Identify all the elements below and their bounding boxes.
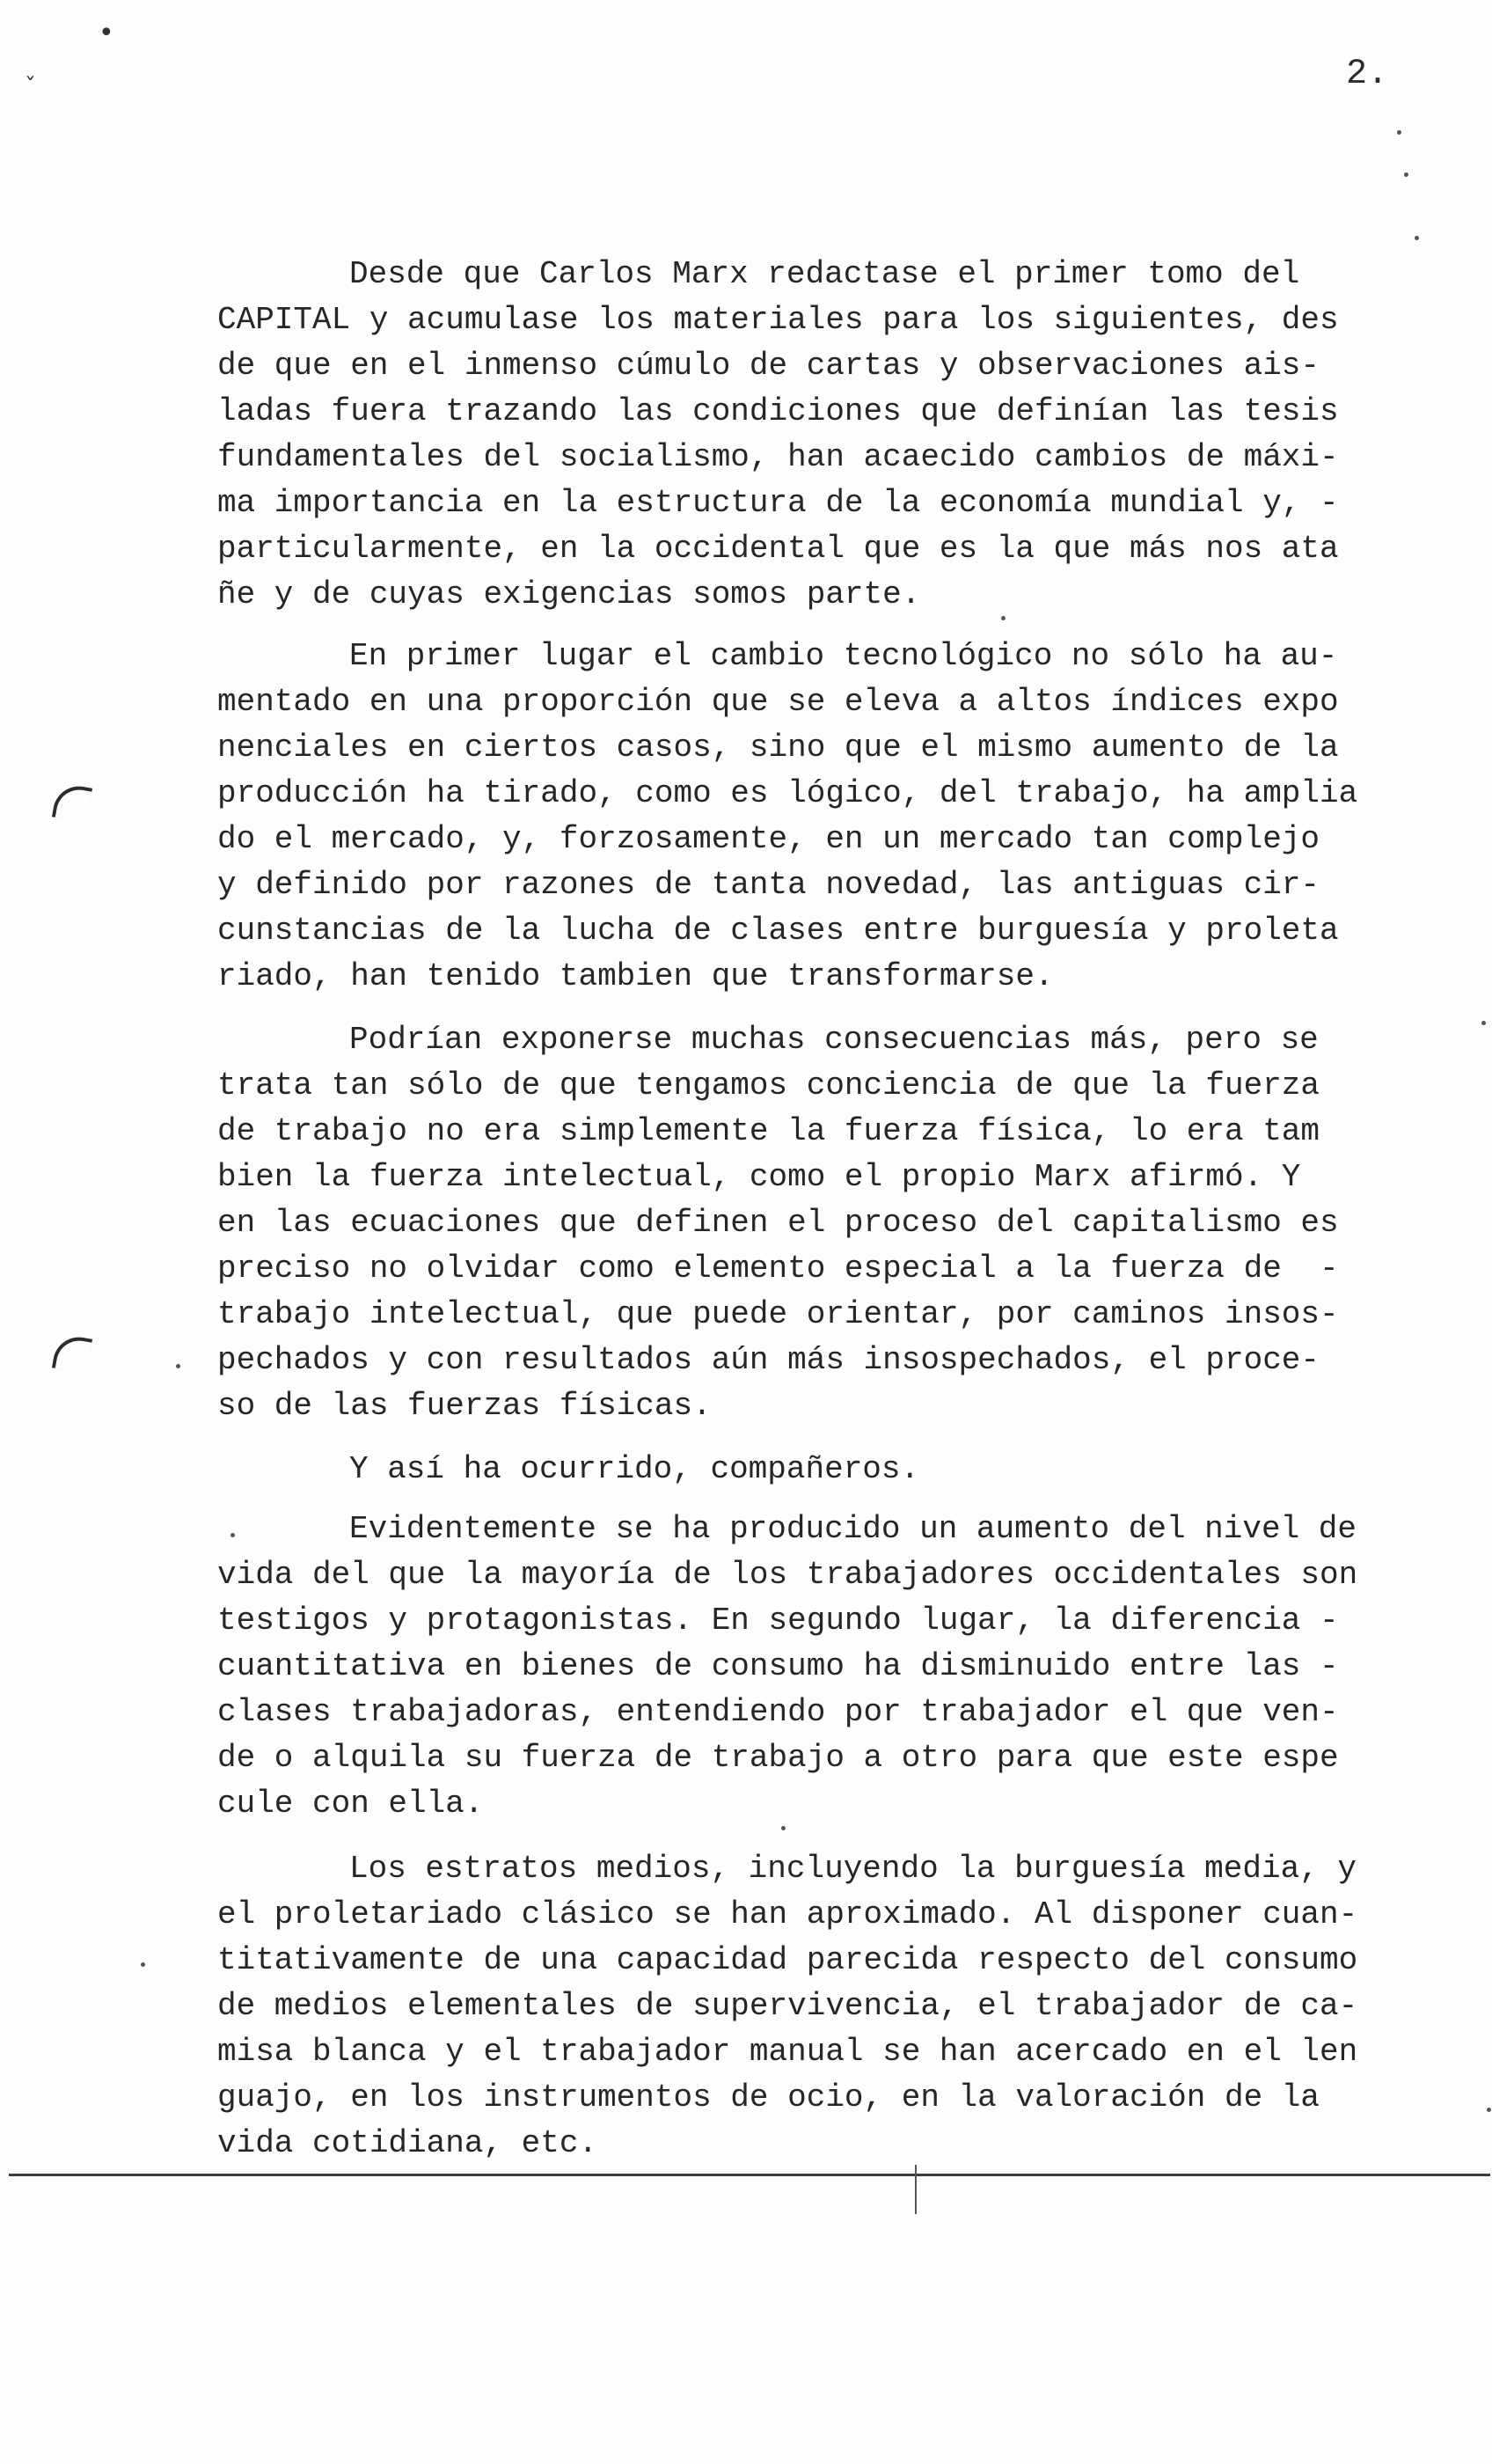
text-line: de que en el inmenso cúmulo de cartas y observaciones ais- [217, 348, 1320, 384]
text-line: fundamentales del socialismo, han acaecido cambios de máxi- [217, 439, 1339, 475]
text-line: ladas fuera trazando las condiciones que definían las tesis [217, 393, 1339, 429]
horizontal-rule [9, 2174, 1490, 2176]
text-line: Evidentemente se ha producido un aumento del nivel de [349, 1511, 1357, 1547]
text-line: bien la fuerza intelectual, como el propio Marx afirmó. Y [217, 1159, 1301, 1195]
tick-mark: ˇ [25, 74, 36, 100]
ink-dot-mark [1397, 130, 1401, 135]
text-line: do el mercado, y, forzosamente, en un mercado tan complejo [217, 821, 1320, 857]
text-line: Podrían exponerse muchas consecuencias más, pero se [349, 1022, 1319, 1058]
text-line: guajo, en los instrumentos de ocio, en la valoración de la [217, 2079, 1320, 2116]
text-line: pechados y con resultados aún más insospechados, el proce- [217, 1342, 1320, 1378]
text-line: cunstancias de la lucha de clases entre burguesía y proleta [217, 913, 1339, 949]
ink-dot-mark [176, 1364, 180, 1368]
text-line: particularmente, en la occidental que es la que más nos ata [217, 531, 1339, 567]
text-line: Desde que Carlos Marx redactase el primer tomo del [349, 256, 1300, 292]
text-line: nenciales en ciertos casos, sino que el mismo aumento de la [217, 730, 1339, 766]
ink-dot-mark [1415, 236, 1419, 240]
page-number: 2. [1346, 55, 1389, 94]
text-line: cuantitativa en bienes de consumo ha disminuido entre las - [217, 1648, 1339, 1684]
ink-dot-mark [230, 1533, 235, 1537]
binder-hole-mark [52, 1333, 92, 1374]
text-line: CAPITAL y acumulase los materiales para los siguientes, des [217, 302, 1339, 338]
text-line: vida cotidiana, etc. [217, 2125, 598, 2161]
text-line: clases trabajadoras, entendiendo por trabajador el que ven- [217, 1694, 1339, 1730]
text-line: riado, han tenido tambien que transformarse. [217, 958, 1054, 994]
text-line: trata tan sólo de que tengamos conciencia de que la fuerza [217, 1067, 1320, 1104]
text-line: mentado en una proporción que se eleva a altos índices expo [217, 684, 1339, 720]
text-line: vida del que la mayoría de los trabajadores occidentales son [217, 1557, 1358, 1593]
text-line: de trabajo no era simplemente la fuerza física, lo era tam [217, 1113, 1320, 1149]
text-line: En primer lugar el cambio tecnológico no sólo ha au- [349, 638, 1338, 674]
text-line: testigos y protagonistas. En segundo lugar, la diferencia - [217, 1602, 1339, 1639]
text-line: producción ha tirado, como es lógico, del trabajo, ha amplia [217, 775, 1358, 811]
ink-dot-mark [1001, 616, 1006, 620]
text-line: Los estratos medios, incluyendo la burguesía media, y [349, 1851, 1357, 1887]
text-line: cule con ella. [217, 1786, 484, 1822]
text-line: y definido por razones de tanta novedad, las antiguas cir- [217, 867, 1320, 903]
ink-dot-mark [141, 1962, 145, 1967]
text-line: de medios elementales de supervivencia, el trabajador de ca- [217, 1988, 1358, 2024]
text-line: trabajo intelectual, que puede orientar, por caminos insos- [217, 1296, 1339, 1332]
text-line: el proletariado clásico se han aproximado. Al disponer cuan- [217, 1896, 1358, 1932]
ink-dot-mark [1404, 172, 1408, 177]
binder-hole-mark [52, 782, 92, 823]
ink-dot-mark [781, 1826, 786, 1830]
text-line: preciso no olvidar como elemento especial a la fuerza de - [217, 1250, 1339, 1287]
vertical-tick-mark [915, 2165, 917, 2214]
text-line: ñe y de cuyas exigencias somos parte. [217, 576, 921, 612]
text-line: titativamente de una capacidad parecida respecto del consumo [217, 1942, 1358, 1978]
text-line: de o alquila su fuerza de trabajo a otro para que este espe [217, 1740, 1339, 1776]
text-line: Y así ha ocurrido, compañeros. [349, 1451, 920, 1487]
text-line: misa blanca y el trabajador manual se han acercado en el len [217, 2034, 1358, 2070]
text-line: ma importancia en la estructura de la economía mundial y, - [217, 485, 1339, 521]
ink-dot-mark: • [99, 18, 114, 48]
text-line: en las ecuaciones que definen el proceso del capitalismo es [217, 1205, 1339, 1241]
text-line: so de las fuerzas físicas. [217, 1388, 712, 1424]
ink-dot-mark [1481, 1021, 1486, 1025]
ink-dot-mark [1487, 2108, 1491, 2112]
